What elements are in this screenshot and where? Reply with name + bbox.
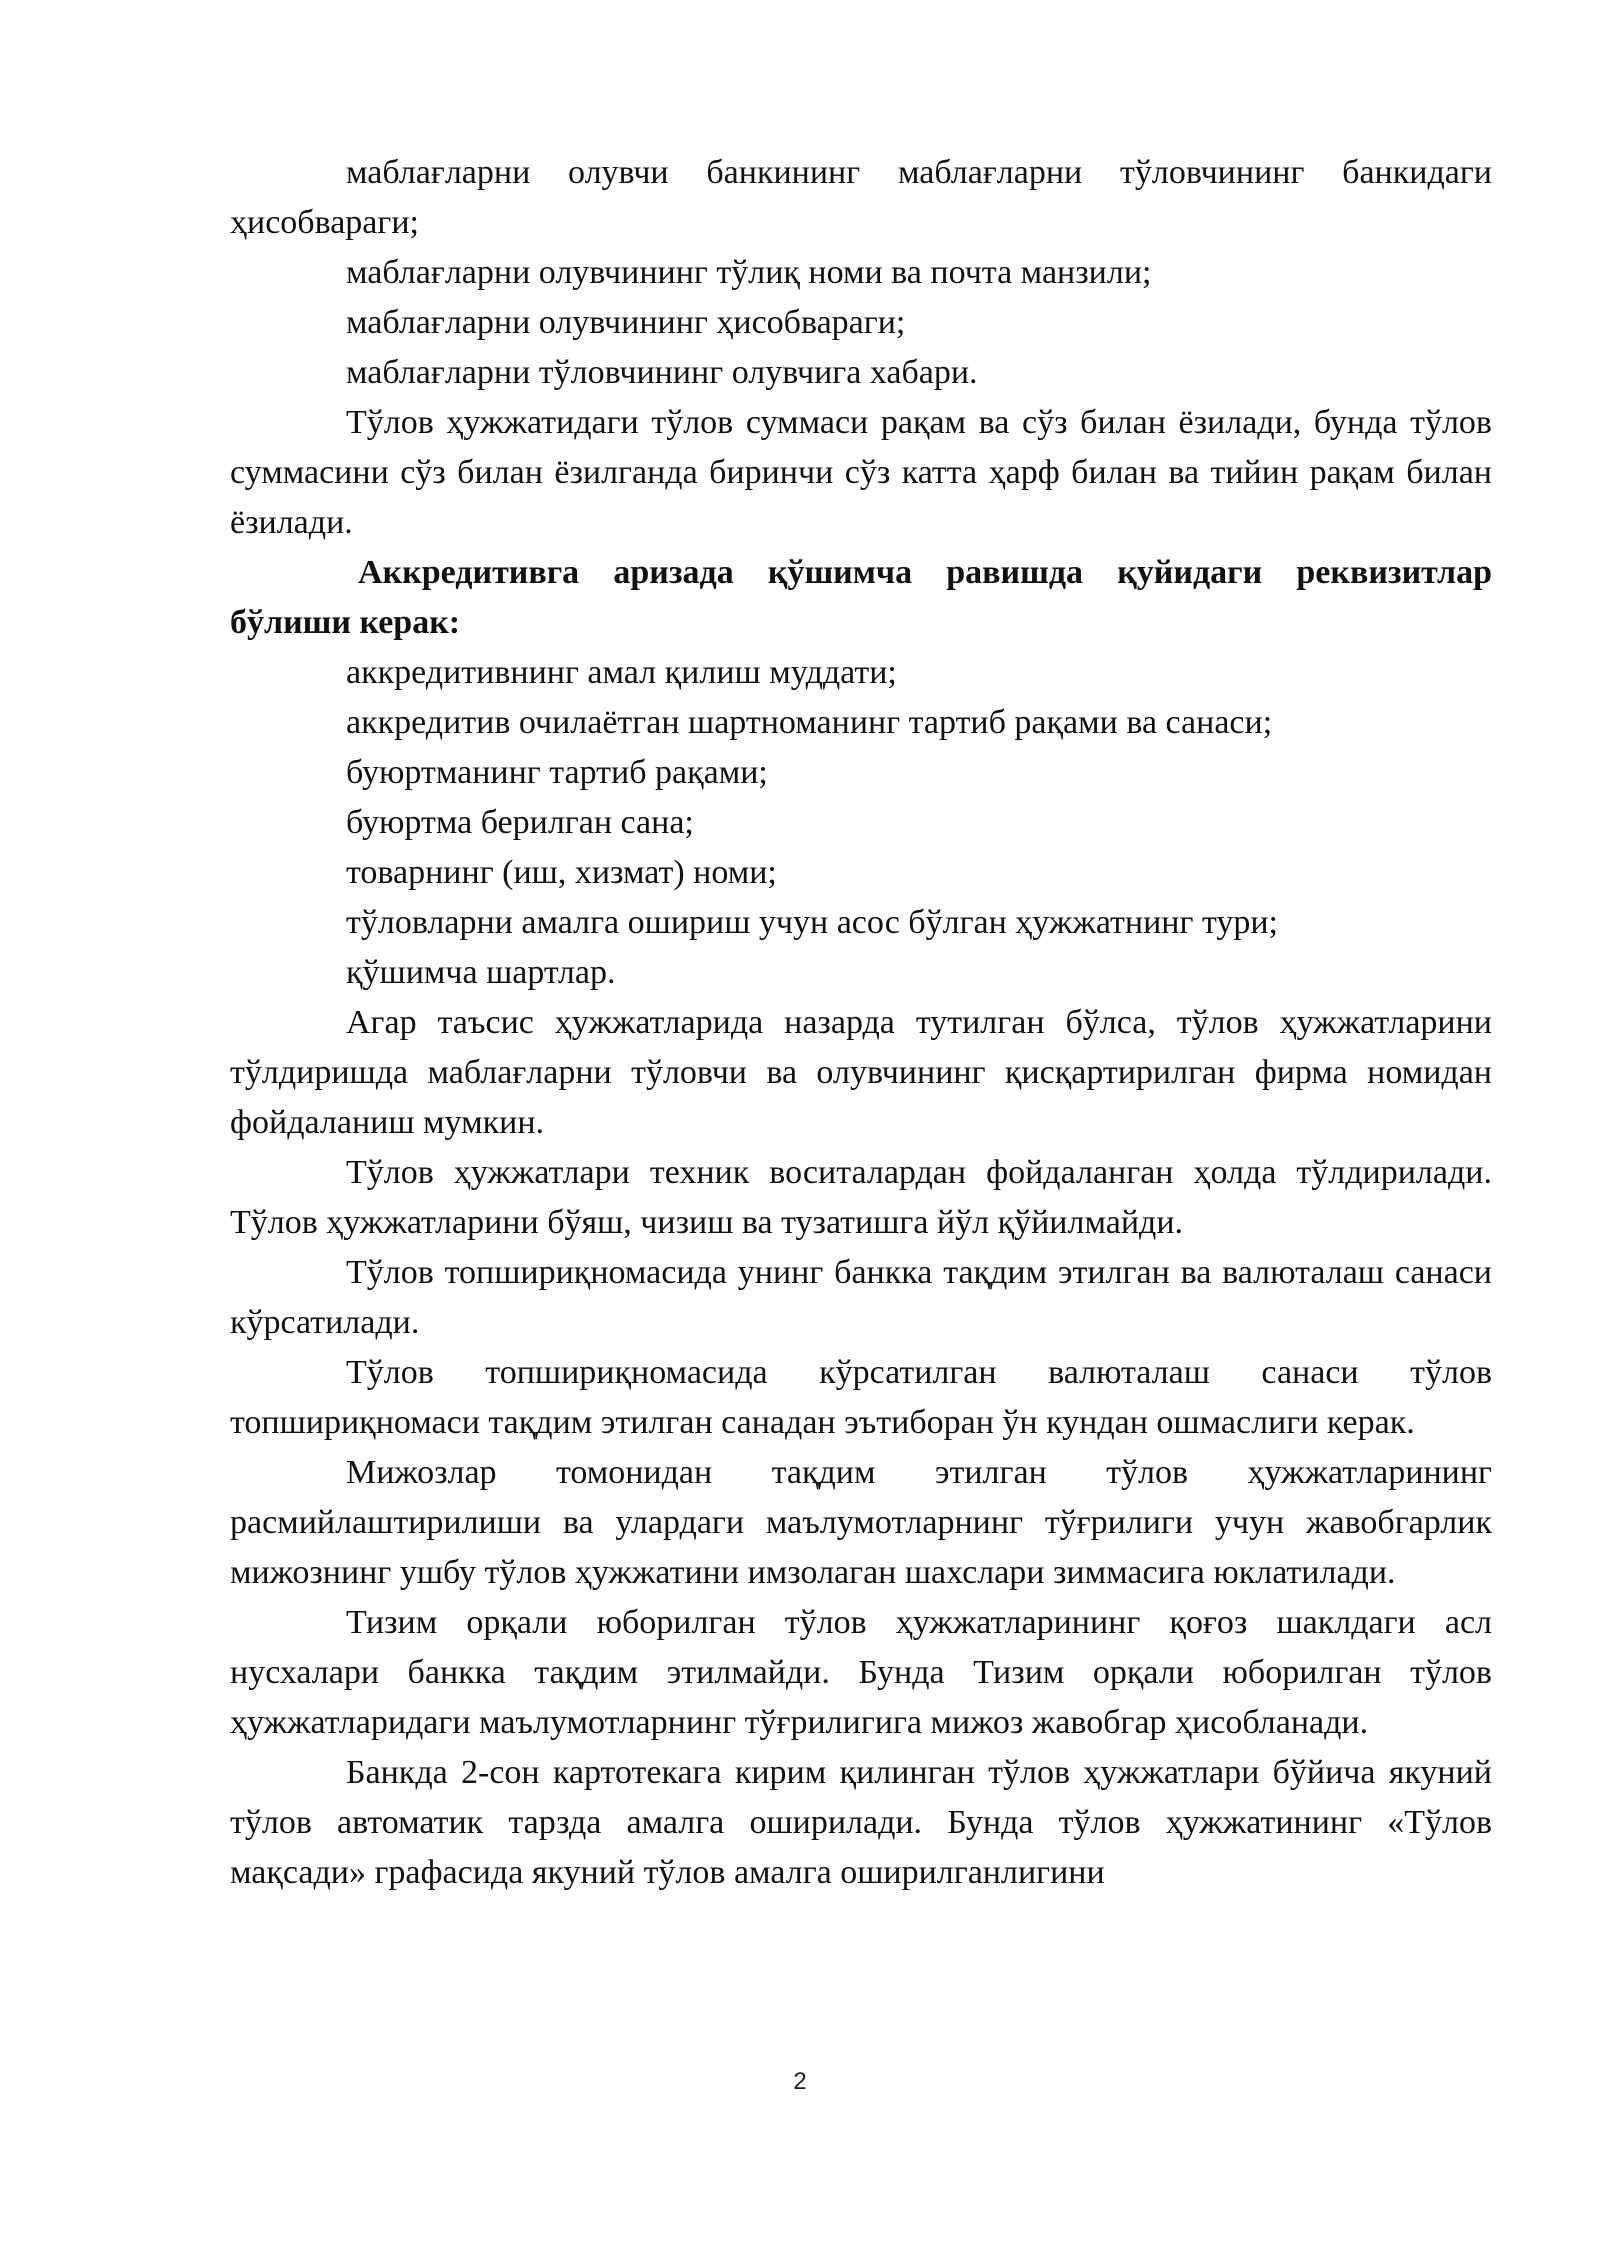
list-item: буюртма берилган сана; bbox=[346, 804, 694, 841]
list-item: қўшимча шартлар. bbox=[346, 954, 616, 991]
paragraph: Тизим орқали юборилган тўлов ҳужжатларининг қоғоз шаклдаги асл нусхалари банкка тақдим этилмайди. Бунда Тизим орқали юборилган тўлов ҳужжатларидаги маълумотларнинг тўғрилигига мижоз жавобгар ҳисобланади. bbox=[230, 1604, 1492, 1741]
page-body bbox=[230, 148, 1492, 1898]
paragraph: Тўлов ҳужжатлари техник воситалардан фойдаланган ҳолда тўлдирилади. Тўлов ҳужжатларини бўяш, чизиш ва тузатишга йўл қўйилмайди. bbox=[230, 1154, 1492, 1241]
list-item: маблағларни олувчи банкининг маблағларни тўловчининг банкидаги ҳисобвараги; bbox=[230, 154, 1492, 241]
paragraph: Мижозлар томонидан тақдим этилган тўлов ҳужжатларининг расмийлаштирилиши ва улардаги маълумотларнинг тўғрилиги учун жавобгарлик мижознинг ушбу тўлов ҳужжатини имзолаган шахслари зиммасига юклатилади. bbox=[230, 1454, 1492, 1591]
list-item: тўловларни амалга ошириш учун асос бўлган ҳужжатнинг тури; bbox=[346, 904, 1278, 941]
list-item: маблағларни олувчининг ҳисобвараги; bbox=[346, 304, 906, 341]
list-item: аккредитив очилаётган шартноманинг тартиб рақами ва санаси; bbox=[346, 704, 1273, 741]
list-item: товарнинг (иш, хизмат) номи; bbox=[346, 854, 777, 891]
list-item: аккредитивнинг амал қилиш муддати; bbox=[346, 654, 897, 691]
paragraph-amount: Тўлов ҳужжатидаги тўлов суммаси рақам ва сўз билан ёзилади, бунда тўлов суммасини сўз билан ёзилганда биринчи сўз катта ҳарф билан ва тийин рақам билан ёзилади. bbox=[230, 404, 1492, 541]
list-item: маблағларни олувчининг тўлиқ номи ва почта манзили; bbox=[346, 254, 1152, 291]
paragraph: Тўлов топшириқномасида кўрсатилган валюталаш санаси тўлов топшириқномаси тақдим этилган санадан эътиборан ўн кундан ошмаслиги керак. bbox=[230, 1354, 1492, 1441]
paragraph: Агар таъсис ҳужжатларида назарда тутилган бўлса, тўлов ҳужжатларини тўлдиришда маблағларни тўловчи ва олувчининг қисқартирилган фирма номидан фойдаланиш мумкин. bbox=[230, 1004, 1492, 1141]
list-item: буюртманинг тартиб рақами; bbox=[346, 754, 768, 791]
paragraph: Тўлов топшириқномасида унинг банкка тақдим этилган ва валюталаш санаси кўрсатилади. bbox=[230, 1254, 1492, 1341]
paragraph: Банкда 2-сон картотекага кирим қилинган тўлов ҳужжатлари бўйича якуний тўлов автоматик тарзда амалга оширилади. Бунда тўлов ҳужжатининг «Тўлов мақсади» графасида якуний тўлов амалга оширилганлигини bbox=[230, 1754, 1492, 1891]
list-item: маблағларни тўловчининг олувчига хабари. bbox=[346, 354, 978, 391]
page-number: 2 bbox=[793, 2068, 807, 2095]
section-heading: Аккредитивга аризада қўшимча равишда қуйидаги реквизитлар бўлиши керак: bbox=[230, 554, 1492, 641]
